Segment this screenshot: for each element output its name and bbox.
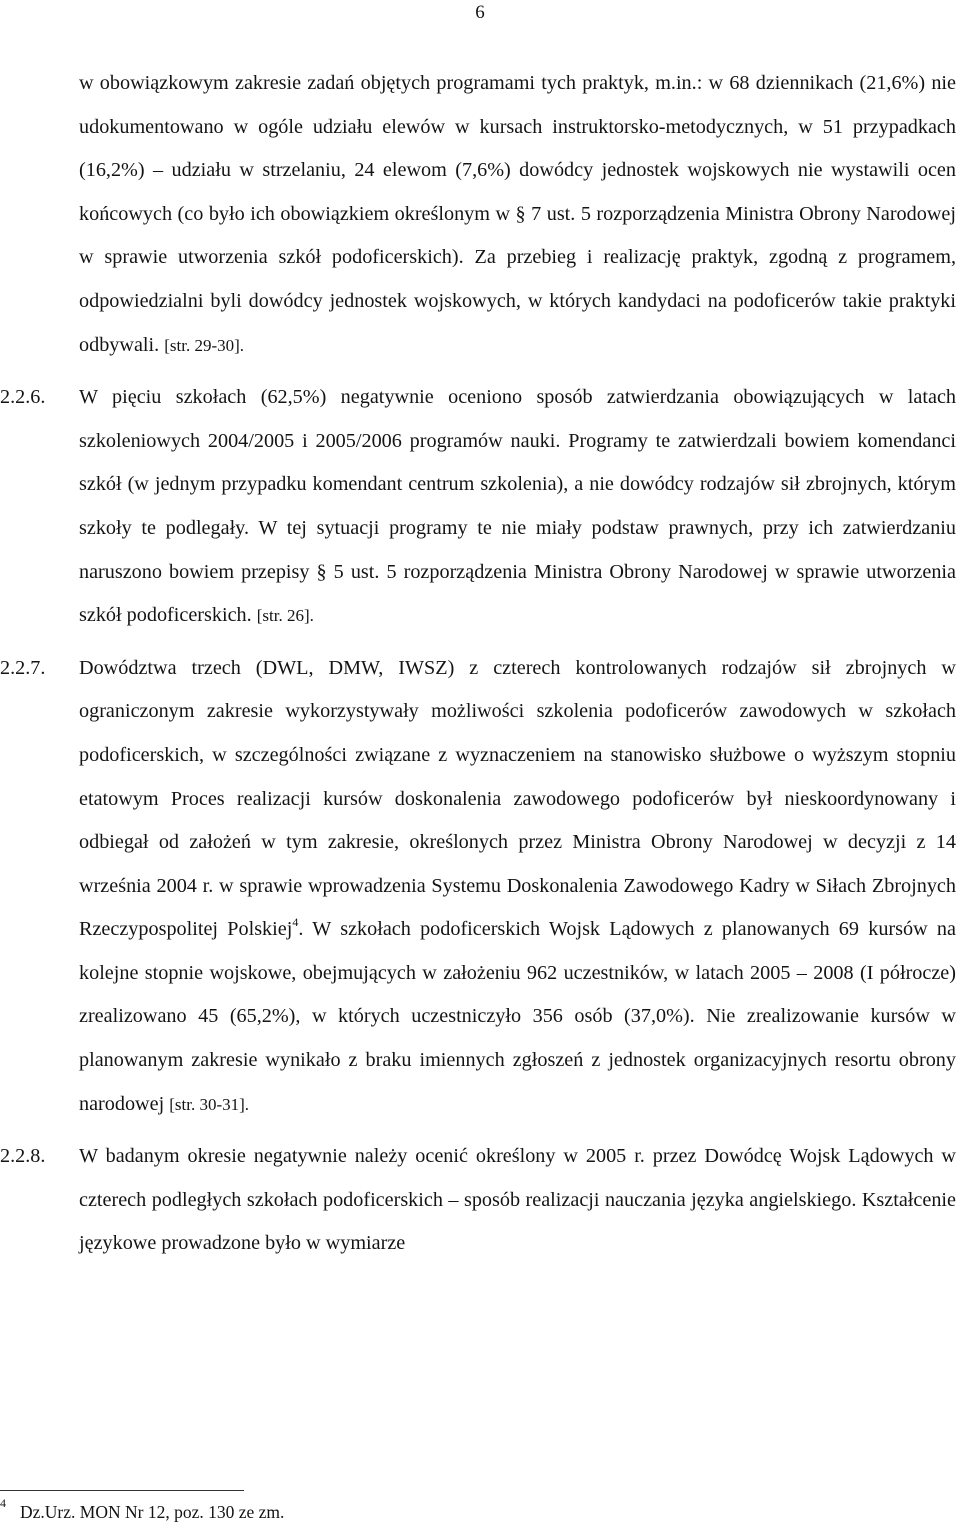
document-body bbox=[0, 62, 956, 1266]
section-number: 2.2.7. bbox=[0, 656, 46, 679]
page-number: 6 bbox=[475, 2, 485, 23]
section-number: 2.2.6. bbox=[0, 386, 46, 409]
page-reference: [str. 30-31]. bbox=[169, 1094, 250, 1114]
paragraph-intro bbox=[79, 62, 956, 367]
section-number: 2.2.8. bbox=[0, 1145, 46, 1168]
page-reference: [str. 26]. bbox=[256, 606, 314, 626]
section-text: Dowództwa trzech (DWL, DMW, IWSZ) z czterech kontrolowanych rodzajów sił zbrojnych w ograniczonym zakresie wykorzystywały możliwości szkolenia podoficerów zawodowych w szkołach podoficerskich, w szczególności związane z wyznaczeniem na stanowisko służbowe o wyższym stopniu etatowym Proces realizacji kursów doskonalenia zawodowego podoficerów był nieskoordynowany i odbiegał od założeń w tym zakresie, określonych przez Ministra Obrony Narodowej w decyzji z 14 września 2004 r. w sprawie wprowadzenia Systemu Doskonalenia Zawodowego Kadry w Siłach Zbrojnych Rzeczypospolitej Polskiej bbox=[79, 656, 956, 941]
section-2-2-8 bbox=[0, 1135, 956, 1266]
intro-text: w obowiązkowym zakresie zadań objętych programami tych praktyk, m.in.: w 68 dziennikach (21,6%) nie udokumentowano w ogóle udziału elewów w kursach instruktorsko-metodycznych, w 51 przypadkach (16,2%) – udziału w strzelaniu, 24 elewom (7,6%) dowódcy jednostek wojskowych nie wystawili ocen końcowych (co było ich obowiązkiem określonym w § 7 ust. 5 rozporządzenia Ministra Obrony Narodowej w sprawie utworzenia szkół podoficerskich). Za przebieg i realizację praktyk, zgodną z programem, odpowiedzialni byli dowódcy jednostek wojskowych, w których kandydaci na podoficerów takie praktyki odbywali. bbox=[79, 72, 956, 356]
footnote-marker[interactable]: 4 bbox=[292, 914, 299, 929]
section-2-2-7 bbox=[0, 647, 956, 1127]
section-text-continued: . W szkołach podoficerskich Wojsk Lądowych z planowanych 69 kursów na kolejne stopnie wojskowe, obejmujących w założeniu 962 uczestników, w latach 2005 – 2008 (I półrocze) zrealizowano 45 (65,2%), w których uczestniczyło 356 osób (37,0%). Nie zrealizowanie kursów w planowanym zakresie wynikało z braku imiennych zgłoszeń z jednostek organizacyjnych resortu obrony narodowej bbox=[79, 918, 956, 1115]
page-reference: [str. 29-30]. bbox=[164, 335, 245, 355]
footnote bbox=[0, 1496, 700, 1524]
section-text: W pięciu szkołach (62,5%) negatywnie oceniono sposób zatwierdzania obowiązujących w latach szkoleniowych 2004/2005 i 2005/2006 programów nauki. Programy te zatwierdzali bowiem komendanci szkół (w jednym przypadku komendant centrum szkolenia), a nie dowódcy rodzajów sił zbrojnych, którym szkoły te podlegały. W tej sytuacji programy te nie miały podstaw prawnych, przy ich zatwierdzaniu naruszono bowiem przepisy § 5 ust. 5 rozporządzenia Ministra Obrony Narodowej w sprawie utworzenia szkół podoficerskich. bbox=[79, 386, 956, 627]
footnote-number: 4 bbox=[0, 1496, 6, 1511]
footnote-text: Dz.Urz. MON Nr 12, poz. 130 ze zm. bbox=[20, 1502, 285, 1522]
section-2-2-6 bbox=[0, 376, 956, 638]
section-text: W badanym okresie negatywnie należy ocenić określony w 2005 r. przez Dowódcę Wojsk Lądowych w czterech podległych szkołach podoficerskich – sposób realizacji nauczania języka angielskiego. Kształcenie językowe prowadzone było w wymiarze bbox=[79, 1145, 956, 1255]
footnote-separator bbox=[0, 1490, 244, 1491]
